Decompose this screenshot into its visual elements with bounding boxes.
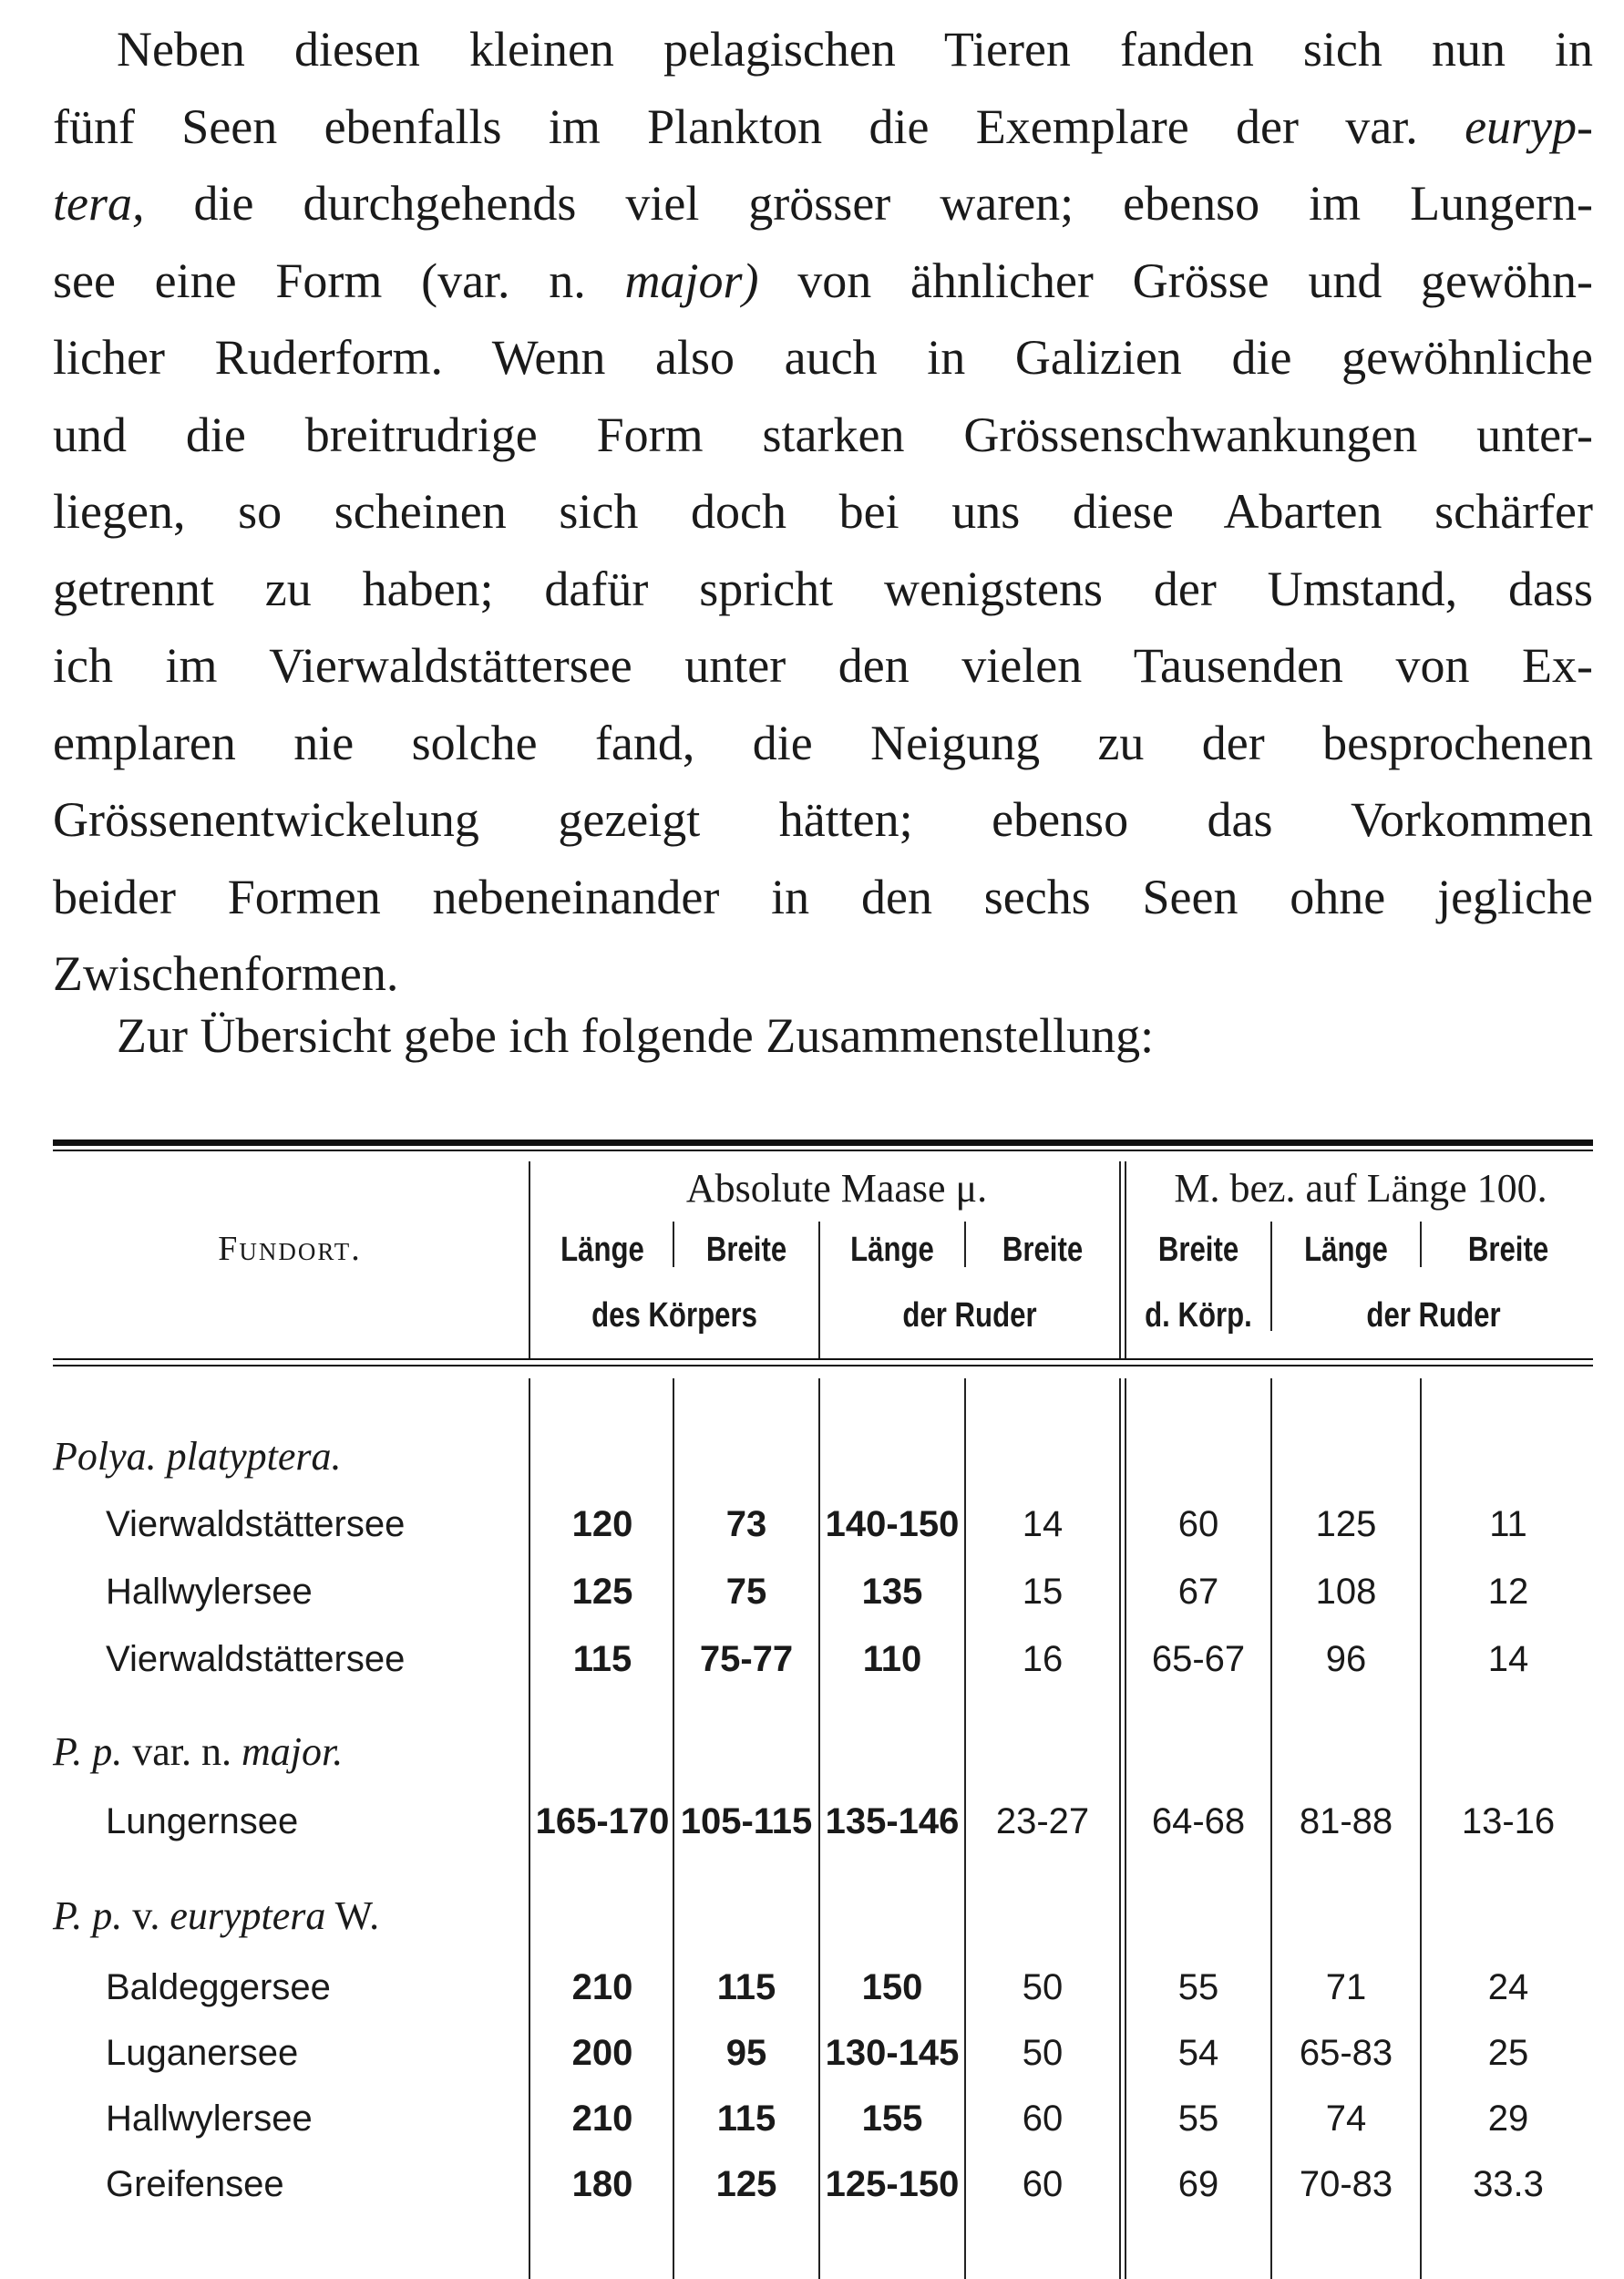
table-cell: 71 xyxy=(1325,1967,1367,2007)
column-divider xyxy=(673,1378,674,2279)
row-label: Vierwaldstättersee xyxy=(106,1504,406,1544)
table-cell: 55 xyxy=(1177,2099,1219,2139)
table-cell: 67 xyxy=(1177,1572,1219,1612)
table-cell: 81-88 xyxy=(1299,1801,1393,1841)
table-cell: 125 xyxy=(715,2164,777,2204)
text-line: Zwischenformen. xyxy=(53,946,399,1001)
table-cell: 135-146 xyxy=(825,1801,960,1841)
table-cell: 24 xyxy=(1487,1967,1529,2007)
header-laenge-ruder: Länge xyxy=(850,1231,934,1269)
table-cell: 105-115 xyxy=(680,1801,813,1841)
table-cell: 16 xyxy=(1022,1639,1064,1679)
table-cell: 73 xyxy=(725,1504,767,1544)
text-line: fünf Seen ebenfalls im Plankton die Exemplare der var. euryp- xyxy=(53,98,1593,154)
header-breite-ruder: Breite xyxy=(1002,1231,1084,1269)
table-top-rule xyxy=(53,1140,1593,1146)
table-cell: 23-27 xyxy=(995,1801,1090,1841)
header-rel-breite-ruder: Breite xyxy=(1467,1231,1549,1269)
header-d-koerp: d. Körp. xyxy=(1145,1296,1252,1335)
text-line: getrennt zu haben; dafür spricht wenigstens der Umstand, dass xyxy=(53,561,1593,616)
row-label: Greifensee xyxy=(106,2164,284,2204)
table-cell: 13-16 xyxy=(1461,1801,1556,1841)
table-cell: 210 xyxy=(571,1967,633,2007)
row-label: Hallwylersee xyxy=(106,2099,313,2139)
table-cell: 130-145 xyxy=(825,2033,960,2073)
header-rel-laenge-ruder: Länge xyxy=(1304,1231,1388,1269)
text-line: emplaren nie solche fand, die Neigung zu der besprochenen xyxy=(53,715,1593,770)
table-cell: 108 xyxy=(1315,1572,1377,1612)
header-der-ruder: der Ruder xyxy=(902,1296,1037,1335)
column-divider xyxy=(964,1222,966,1267)
header-des-koerpers: des Körpers xyxy=(591,1296,757,1335)
table-cell: 55 xyxy=(1177,1967,1219,2007)
table-cell: 65-83 xyxy=(1299,2033,1393,2073)
paragraph-2: Zur Übersicht gebe ich folgende Zusammenstellung: xyxy=(117,1008,1155,1063)
table-cell: 120 xyxy=(571,1504,633,1544)
table-cell: 60 xyxy=(1177,1504,1219,1544)
column-divider xyxy=(1125,1378,1126,2279)
group-label-euryptera: P. p. v. euryptera W. xyxy=(53,1893,380,1938)
row-label: Hallwylersee xyxy=(106,1572,313,1612)
header-bottom-rule xyxy=(53,1358,1593,1360)
table-cell: 70-83 xyxy=(1299,2164,1393,2204)
table-cell: 14 xyxy=(1022,1504,1064,1544)
table-cell: 12 xyxy=(1487,1572,1529,1612)
row-label: Vierwaldstättersee xyxy=(106,1639,406,1679)
table-cell: 115 xyxy=(716,2099,776,2139)
column-divider xyxy=(529,1161,530,1358)
header-laenge-koerper: Länge xyxy=(560,1231,644,1269)
table-cell: 33.3 xyxy=(1473,2164,1544,2204)
column-divider xyxy=(1119,1378,1121,2279)
table-cell: 14 xyxy=(1487,1639,1529,1679)
text-line: liegen, so scheinen sich doch bei uns diese Abarten schärfer xyxy=(53,484,1593,539)
row-label: Luganersee xyxy=(106,2033,299,2073)
table-cell: 64-68 xyxy=(1151,1801,1246,1841)
text-line: tera, die durchgehends viel grösser waren; ebenso im Lungern- xyxy=(53,176,1594,231)
table-cell: 150 xyxy=(861,1967,923,2007)
text-line: und die breitrudrige Form starken Grössenschwankungen unter- xyxy=(53,407,1593,462)
table-cell: 135 xyxy=(861,1572,923,1612)
table-cell: 54 xyxy=(1177,2033,1219,2073)
row-label: Baldeggersee xyxy=(106,1967,331,2007)
table-cell: 210 xyxy=(571,2099,633,2139)
data-table xyxy=(53,1140,1593,2279)
table-cell: 69 xyxy=(1177,2164,1219,2204)
header-bottom-rule-2 xyxy=(53,1365,1593,1366)
paragraph-1 xyxy=(53,11,1593,1013)
group-label-major: P. p. var. n. major. xyxy=(53,1729,344,1774)
header-fundort: Fundort. xyxy=(218,1230,362,1268)
table-cell: 115 xyxy=(716,1967,776,2007)
header-relative-maase: M. bez. auf Länge 100. xyxy=(1174,1166,1547,1211)
group-label-platyptera: Polya. platyptera. xyxy=(53,1434,342,1479)
table-cell: 110 xyxy=(862,1639,922,1679)
table-cell: 15 xyxy=(1022,1572,1064,1612)
table-cell: 95 xyxy=(725,2033,767,2073)
table-cell: 155 xyxy=(861,2099,923,2139)
text-line: beider Formen nebeneinander in den sechs Seen ohne jegliche xyxy=(53,869,1593,924)
table-cell: 125-150 xyxy=(825,2164,960,2204)
column-divider xyxy=(964,1378,966,2279)
header-absolute-maase: Absolute Maase μ. xyxy=(685,1166,988,1211)
table-cell: 50 xyxy=(1022,1967,1064,2007)
table-cell: 75-77 xyxy=(699,1639,794,1679)
column-divider xyxy=(1125,1161,1126,1358)
table-cell: 180 xyxy=(571,2164,633,2204)
table-cell: 60 xyxy=(1022,2099,1064,2139)
table-cell: 25 xyxy=(1487,2033,1529,2073)
column-divider xyxy=(818,1378,820,2279)
table-top-rule-thin xyxy=(53,1150,1593,1151)
column-divider xyxy=(1420,1378,1422,2279)
table-cell: 60 xyxy=(1022,2164,1064,2204)
table-cell: 65-67 xyxy=(1151,1639,1246,1679)
table-cell: 140-150 xyxy=(825,1504,960,1544)
column-divider xyxy=(1420,1222,1422,1267)
column-divider xyxy=(1119,1161,1121,1358)
header-rel-der-ruder: der Ruder xyxy=(1366,1296,1501,1335)
row-label: Lungernsee xyxy=(106,1801,299,1841)
column-divider xyxy=(818,1222,820,1358)
header-breite-koerper: Breite xyxy=(705,1231,787,1269)
column-divider xyxy=(1270,1378,1272,2279)
table-cell: 115 xyxy=(572,1639,632,1679)
table-cell: 125 xyxy=(1315,1504,1377,1544)
text-line: Neben diesen kleinen pelagischen Tieren fanden sich nun in xyxy=(117,22,1593,77)
text-line: see eine Form (var. n. major) von ähnlicher Grösse und gewöhn- xyxy=(53,253,1594,308)
table-cell: 200 xyxy=(571,2033,633,2073)
column-divider xyxy=(529,1378,530,2279)
text-line: licher Ruderform. Wenn also auch in Galizien die gewöhnliche xyxy=(53,330,1593,385)
column-divider xyxy=(673,1222,674,1267)
table-cell: 74 xyxy=(1325,2099,1367,2139)
table-cell: 165-170 xyxy=(535,1801,670,1841)
table-cell: 29 xyxy=(1487,2099,1529,2139)
column-divider xyxy=(1270,1222,1272,1331)
table-cell: 125 xyxy=(571,1572,633,1612)
text-line: ich im Vierwaldstättersee unter den vielen Tausenden von Ex- xyxy=(53,638,1593,693)
table-cell: 11 xyxy=(1489,1504,1527,1544)
text-line: Grössenentwickelung gezeigt hätten; ebenso das Vorkommen xyxy=(53,792,1593,847)
table-cell: 96 xyxy=(1325,1639,1367,1679)
table-cell: 75 xyxy=(725,1572,767,1612)
header-rel-breite-koerper: Breite xyxy=(1157,1231,1239,1269)
table-cell: 50 xyxy=(1022,2033,1064,2073)
